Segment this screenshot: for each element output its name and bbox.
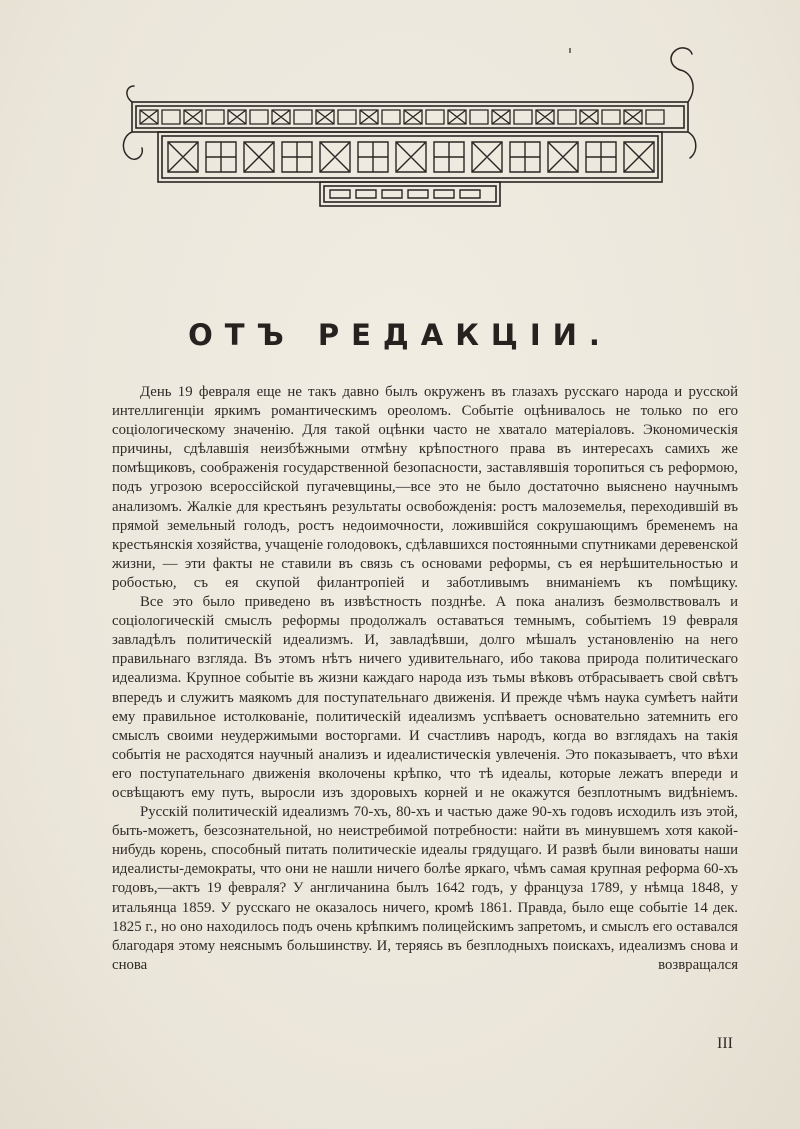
page-number: III xyxy=(717,1035,733,1052)
paragraph: Все это было приведено въ извѣстность позднѣе. А пока анализъ безмолвствовалъ и соціологическій смыслъ реформы продолжалъ оставаться темнымъ, событіемъ 19 февраля завладѣлъ политическій идеализмъ. И, завладѣвши, долго мѣшалъ установленію на него правильнаго взгляда. Въ этомъ нѣтъ ничего удивительнаго, ибо такова природа политическаго идеализма. Крупное событіе въ жизни каждаго народа изъ тьмы вѣковъ отбрасываетъ свой свѣтъ впередъ и служитъ маякомъ для поступательнаго движенія. И прежде чѣмъ наука сумѣетъ найти ему правильное истолкованіе, политическій идеализмъ успѣваетъ основательно затемнить его смыслъ своими неудержимыми восторгами. И счастливъ народъ, когда во взглядахъ на такія событія не расходятся научный анализъ и идеалистическія увлеченія. Это показываетъ, что вѣхи его поступательнаго движенія вколочены крѣпко, что тѣ идеалы, которые лежатъ впереди и освѣщаютъ ему путь, выросли изъ здоровыхъ корней и не окажутся безплотнымъ видѣніемъ. xyxy=(112,594,738,801)
paragraph: День 19 февраля еще не такъ давно былъ окруженъ въ глазахъ русскаго народа и русской интеллигенціи яркимъ романтическимъ ореоломъ. Событіе оцѣнивалось не только по его соціологическому значенію. Для такой оцѣнки часто не хватало матеріаловъ. Экономическія причины, сдѣлавшія неизбѣжными отмѣну крѣпостного права въ интересахъ самихъ же помѣщиковъ, соображенія государственной безопасности, заставлявшія торопиться съ реформою, подъ угрозою всероссійской пугачевщины,—все это не было достаточно выяснено научнымъ анализомъ. Жалкіе для крестьянъ результаты освобожденія: ростъ малоземелья, переходившій въ прямой земельный голодъ, ростъ недоимочности, ложившійся сокрушающимъ бременемъ на крестьянскія хозяйства, учащеніе голодовокъ, сдѣлавшихся постоянными спутниками деревенской жизни, — эти факты не ставили въ связь съ основами реформы, съ ея нерѣшительностью и робостью, съ ея скупой филантропіей и заботливымъ вниманіемъ къ помѣщику. xyxy=(112,384,738,591)
body-text xyxy=(112,383,738,975)
page-title: ОТЪ РЕДАКЦІИ. xyxy=(188,318,612,352)
ornamental-headpiece xyxy=(120,40,700,215)
paragraph: Русскій политическій идеализмъ 70-хъ, 80-хъ и частью даже 90-хъ годовъ исходилъ изъ этой, быть-можетъ, безсознательной, но неистребимой потребности: найти въ минувшемъ хотя какой-нибудь корень, способный питать политическіе идеалы грядущаго. И развѣ были виноваты наши идеалисты-демократы, что они не нашли ничего болѣе яркаго, чѣмъ самая крупная реформа 60-хъ годовъ,—актъ 19 февраля? У англичанина былъ 1642 годъ, у француза 1789, у нѣмца 1848, у итальянца 1859. У русскаго не оказалось ничего, кромѣ 1861. Правда, было еще событіе 14 дек. 1825 г., но оно находилось подъ очень крѣпкимъ полицейскимъ запретомъ, и смыслъ его оставался благодаря этому неяснымъ большинству. И, теряясь въ безплодныхъ поискахъ, идеализмъ снова и снова возвращался xyxy=(112,804,738,973)
